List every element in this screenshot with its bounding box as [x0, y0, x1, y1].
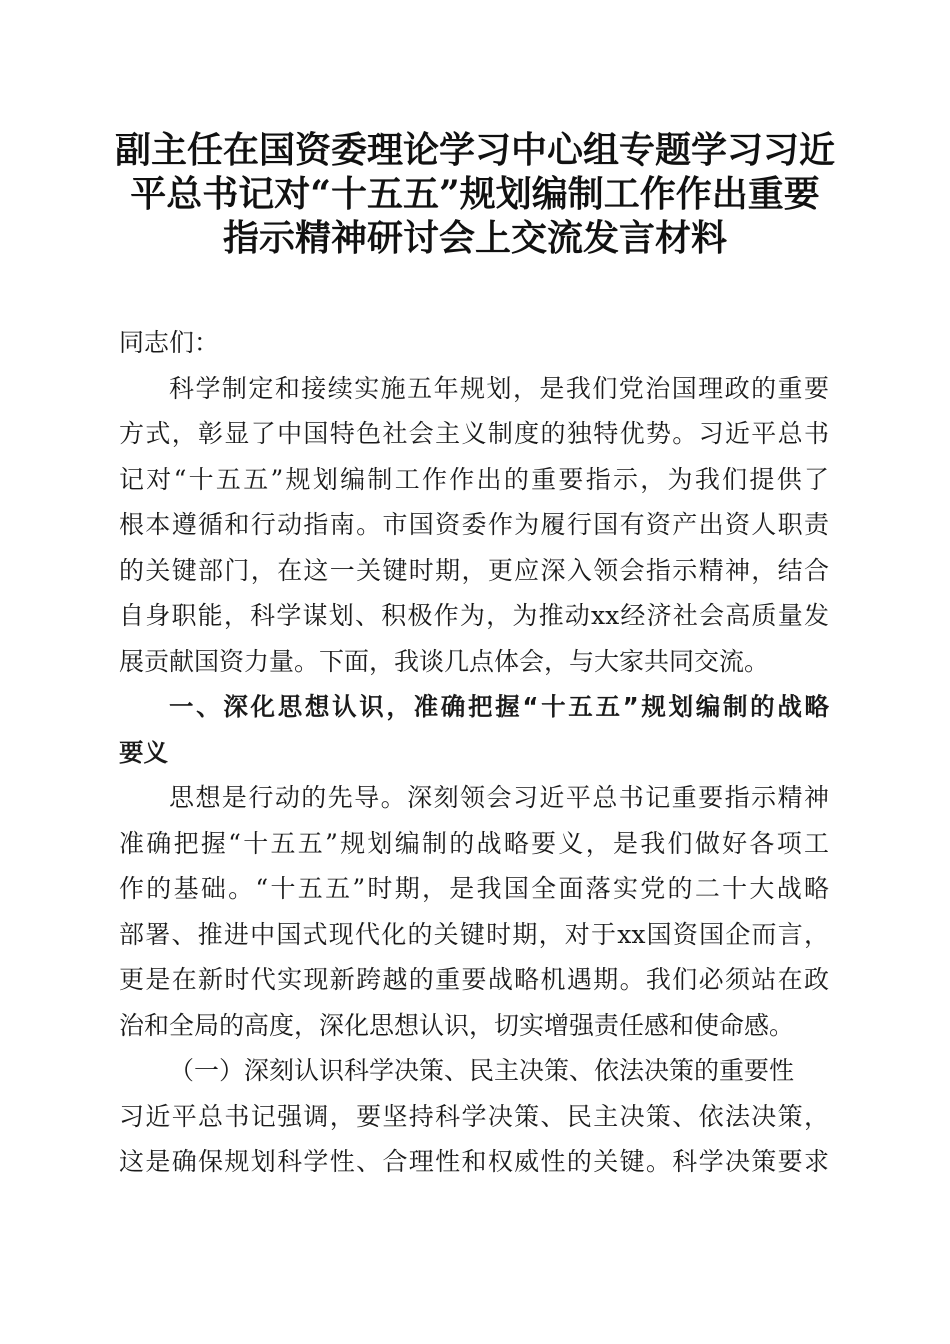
section-heading-line: 要义 — [119, 737, 168, 767]
paragraph-line: 的关键部门，在这一关键时期，更应深入领会指示精神，结合 — [119, 555, 829, 585]
section-heading-line: 一、深化思想认识，准确把握“十五五”规划编制的战略 — [169, 692, 829, 721]
document-body — [119, 320, 829, 1185]
paragraph-line: 展贡献国资力量。下面，我谈几点体会，与大家共同交流。 — [119, 646, 770, 676]
paragraph-line: 科学制定和接续实施五年规划，是我们党治国理政的重要 — [169, 373, 829, 403]
title-line: 副主任在国资委理论学习中心组专题学习习近 — [114, 129, 835, 171]
section-paragraph — [119, 775, 829, 1048]
subsection-paragraph — [119, 1094, 829, 1185]
section-heading — [119, 684, 829, 775]
document-title — [110, 128, 840, 260]
paragraph-line: 思想是行动的先导。深刻领会习近平总书记重要指示精神 — [169, 783, 829, 812]
paragraph-line: 自身职能，科学谋划、积极作为，为推动xx经济社会高质量发 — [119, 601, 829, 630]
intro-paragraph — [119, 366, 829, 685]
paragraph-line: 部署、推进中国式现代化的关键时期，对于xx国资国企而言， — [119, 919, 829, 949]
paragraph-line: 准确把握“十五五”规划编制的战略要义，是我们做好各项工 — [119, 828, 829, 858]
title-line: 指示精神研讨会上交流发言材料 — [222, 217, 727, 259]
paragraph-line: 作的基础。“十五五”时期，是我国全面落实党的二十大战略 — [119, 874, 829, 903]
paragraph-line: 记对“十五五”规划编制工作作出的重要指示，为我们提供了 — [119, 464, 829, 494]
salutation: 同志们： — [119, 328, 220, 357]
paragraph-line: 习近平总书记强调，要坚持科学决策、民主决策、依法决策， — [119, 1101, 829, 1131]
paragraph-line: 根本遵循和行动指南。市国资委作为履行国有资产出资人职责 — [119, 510, 829, 539]
paragraph-line: 更是在新时代实现新跨越的重要战略机遇期。我们必须站在政 — [119, 965, 829, 994]
subsection-heading: （一）深刻认识科学决策、民主决策、依法决策的重要性 — [169, 1056, 795, 1085]
title-line: 平总书记对“十五五”规划编制工作作出重要 — [130, 173, 820, 215]
paragraph-line: 这是确保规划科学性、合理性和权威性的关键。科学决策要求 — [119, 1147, 829, 1176]
paragraph-line: 治和全局的高度，深化思想认识，切实增强责任感和使命感。 — [119, 1010, 795, 1040]
paragraph-line: 方式，彰显了中国特色社会主义制度的独特优势。习近平总书 — [119, 419, 829, 448]
